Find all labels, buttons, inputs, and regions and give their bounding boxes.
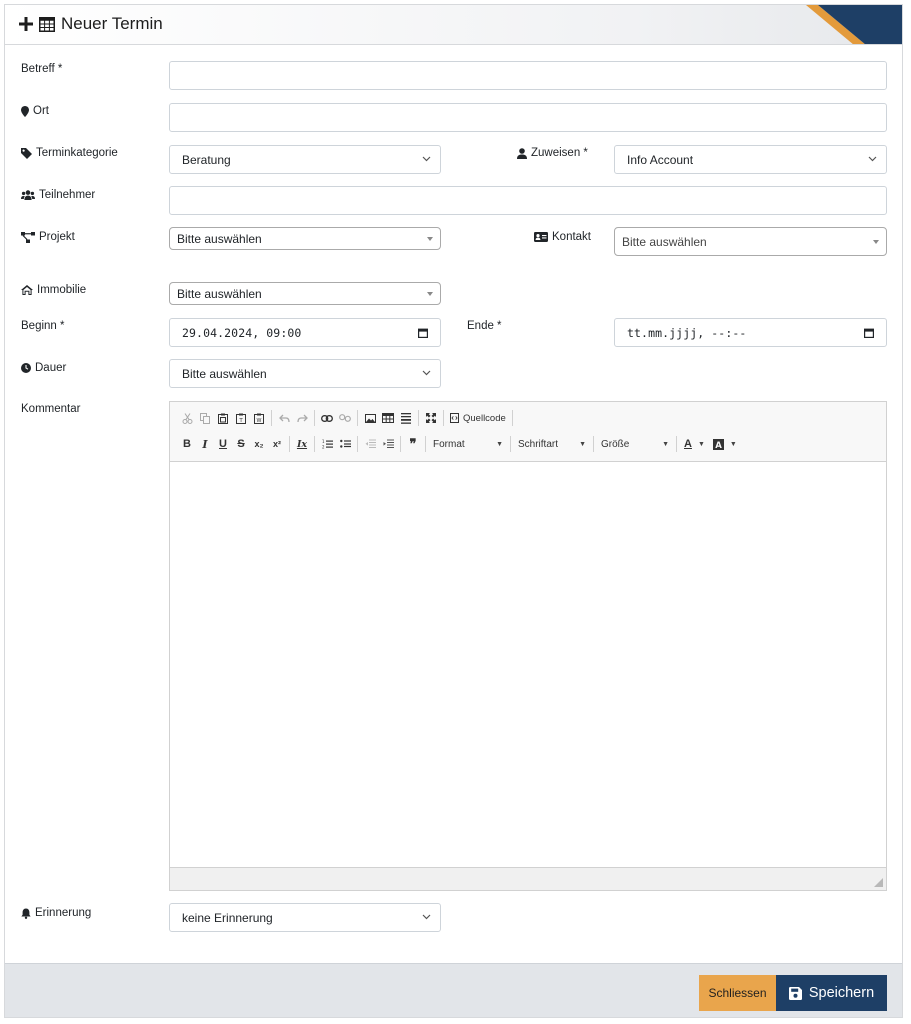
users-icon xyxy=(21,190,35,200)
kommentar-label-text: Kommentar xyxy=(21,403,81,415)
ort-label-text: Ort xyxy=(33,105,49,117)
size-dropdown[interactable] xyxy=(597,433,673,455)
underline-button[interactable]: U xyxy=(219,438,227,450)
redo-icon[interactable] xyxy=(293,407,311,429)
kontakt-select[interactable] xyxy=(614,227,887,256)
editor-toolbar-row-2 xyxy=(178,433,741,455)
kommentar-label xyxy=(21,403,80,415)
teilnehmer-label xyxy=(21,189,95,201)
projekt-value: Bitte auswählen xyxy=(177,231,262,246)
immobilie-label-text: Immobilie xyxy=(37,284,87,296)
betreff-label-text: Betreff * xyxy=(21,63,63,75)
address-card-icon xyxy=(534,232,548,242)
background-color-button[interactable] xyxy=(709,433,741,455)
toolbar-separator xyxy=(510,436,511,452)
source-button[interactable] xyxy=(447,407,509,429)
teilnehmer-input[interactable] xyxy=(169,186,887,215)
bold-button[interactable]: B xyxy=(183,438,191,450)
svg-text:W: W xyxy=(256,417,262,424)
teilnehmer-label-text: Teilnehmer xyxy=(39,189,96,201)
toolbar-separator xyxy=(512,410,513,426)
caret-down-icon xyxy=(427,237,433,241)
font-dropdown-label: Schriftart xyxy=(518,438,559,450)
maximize-icon[interactable] xyxy=(422,407,440,429)
link-icon[interactable] xyxy=(318,407,336,429)
chevron-down-icon xyxy=(422,156,431,162)
tag-icon xyxy=(21,148,32,159)
save-button[interactable] xyxy=(776,975,887,1011)
ende-label xyxy=(467,320,502,332)
blockquote-button[interactable]: ❞ xyxy=(409,436,417,451)
beginn-label-text: Beginn * xyxy=(21,320,65,332)
zuweisen-value: Info Account xyxy=(627,152,694,167)
dauer-label-text: Dauer xyxy=(35,362,67,374)
zuweisen-label xyxy=(517,147,588,159)
editor-content-area[interactable] xyxy=(170,462,886,867)
immobilie-value: Bitte auswählen xyxy=(177,286,262,301)
zuweisen-label-text: Zuweisen * xyxy=(531,147,588,159)
svg-text:1: 1 xyxy=(321,439,325,444)
save-button-label: Speichern xyxy=(808,985,875,1001)
caret-down-icon: ▼ xyxy=(697,440,705,448)
chevron-down-icon xyxy=(422,370,431,376)
svg-text:A: A xyxy=(715,440,722,450)
erinnerung-label-text: Erinnerung xyxy=(35,907,92,919)
home-icon xyxy=(21,285,33,295)
beginn-label xyxy=(21,320,64,332)
toolbar-separator xyxy=(357,436,358,452)
kontakt-label xyxy=(534,231,591,243)
calendar-table-icon xyxy=(39,17,55,32)
horizontal-line-icon[interactable] xyxy=(397,407,415,429)
save-icon xyxy=(789,987,802,1000)
project-diagram-icon xyxy=(21,232,35,243)
toolbar-separator xyxy=(443,410,444,426)
projekt-label xyxy=(21,231,75,243)
bell-icon xyxy=(21,908,31,919)
toolbar-separator xyxy=(418,410,419,426)
immobilie-select[interactable] xyxy=(169,282,441,305)
format-dropdown-label: Format xyxy=(433,438,465,450)
toolbar-separator xyxy=(357,410,358,426)
numbered-list-icon[interactable] xyxy=(318,433,336,455)
betreff-input[interactable] xyxy=(169,61,887,90)
caret-down-icon: ▼ xyxy=(729,440,737,448)
bulleted-list-icon[interactable] xyxy=(336,433,354,455)
italic-button[interactable]: I xyxy=(202,437,208,451)
dauer-label xyxy=(21,362,66,374)
plus-icon xyxy=(19,17,33,31)
toolbar-separator xyxy=(289,436,290,452)
modal-footer xyxy=(5,963,902,1017)
projekt-label-text: Projekt xyxy=(39,231,75,243)
calendar-icon[interactable] xyxy=(864,328,874,338)
erinnerung-select[interactable] xyxy=(169,903,441,932)
immobilie-label xyxy=(21,284,86,296)
zuweisen-select[interactable] xyxy=(614,145,887,174)
modal-title xyxy=(19,14,163,34)
terminkategorie-label-text: Terminkategorie xyxy=(36,147,118,159)
paste-text-icon[interactable] xyxy=(232,407,250,429)
beginn-value: 29.04.2024, 09:00 xyxy=(182,325,302,340)
kontakt-label-text: Kontakt xyxy=(552,231,591,243)
comment-rich-text-editor xyxy=(169,401,887,891)
caret-down-icon: ▼ xyxy=(579,440,586,448)
resize-handle-icon[interactable] xyxy=(874,878,883,887)
close-button[interactable] xyxy=(699,975,776,1011)
copy-icon[interactable] xyxy=(196,407,214,429)
erinnerung-label xyxy=(21,907,91,919)
betreff-label xyxy=(21,63,62,75)
toolbar-separator xyxy=(271,410,272,426)
text-color-button[interactable] xyxy=(680,433,709,455)
terminkategorie-label xyxy=(21,147,118,159)
background-color-icon xyxy=(713,439,724,450)
beginn-datetime-input[interactable] xyxy=(169,318,441,347)
editor-toolbar xyxy=(170,402,886,462)
caret-down-icon xyxy=(873,240,879,244)
size-dropdown-label: Größe xyxy=(601,438,630,450)
toolbar-separator xyxy=(676,436,677,452)
indent-icon[interactable] xyxy=(379,433,397,455)
image-icon[interactable] xyxy=(361,407,379,429)
subscript-button[interactable]: x₂ xyxy=(254,439,264,449)
ort-input[interactable] xyxy=(169,103,887,132)
editor-status-bar xyxy=(170,867,886,890)
paste-word-icon[interactable] xyxy=(250,407,268,429)
ende-value: tt.mm.jjjj, --:-- xyxy=(627,325,747,340)
text-color-icon: A xyxy=(684,438,692,450)
ende-label-text: Ende * xyxy=(467,320,502,332)
kontakt-value: Bitte auswählen xyxy=(622,234,707,249)
remove-format-button[interactable]: Ix xyxy=(296,438,308,450)
toolbar-separator xyxy=(425,436,426,452)
ort-label xyxy=(21,105,49,117)
clock-icon xyxy=(21,363,31,373)
header-corner-stripe xyxy=(806,5,902,45)
toolbar-separator xyxy=(314,436,315,452)
format-dropdown[interactable] xyxy=(429,433,507,455)
dauer-value: Bitte auswählen xyxy=(182,366,267,381)
outdent-icon[interactable] xyxy=(361,433,379,455)
new-appointment-modal xyxy=(4,4,903,1018)
erinnerung-value: keine Erinnerung xyxy=(182,910,273,925)
font-dropdown[interactable] xyxy=(514,433,590,455)
toolbar-separator xyxy=(400,436,401,452)
toolbar-separator xyxy=(593,436,594,452)
svg-text:T: T xyxy=(239,417,243,424)
modal-title-text: Neuer Termin xyxy=(61,14,163,33)
modal-header xyxy=(5,5,902,45)
terminkategorie-select[interactable] xyxy=(169,145,441,174)
chevron-down-icon xyxy=(868,156,877,162)
table-icon[interactable] xyxy=(379,407,397,429)
undo-icon[interactable] xyxy=(275,407,293,429)
svg-text:2: 2 xyxy=(321,444,325,449)
toolbar-separator xyxy=(314,410,315,426)
ende-datetime-input[interactable] xyxy=(614,318,887,347)
paste-icon[interactable] xyxy=(214,407,232,429)
projekt-select[interactable] xyxy=(169,227,441,250)
chevron-down-icon xyxy=(422,914,431,920)
map-marker-icon xyxy=(21,106,29,117)
source-icon xyxy=(450,413,459,423)
caret-down-icon: ▼ xyxy=(496,440,503,448)
caret-down-icon: ▼ xyxy=(662,440,669,448)
dauer-select[interactable] xyxy=(169,359,441,388)
calendar-icon[interactable] xyxy=(418,328,428,338)
editor-toolbar-row-1 xyxy=(178,407,516,429)
user-icon xyxy=(517,148,527,159)
caret-down-icon xyxy=(427,292,433,296)
superscript-button[interactable]: x² xyxy=(272,439,281,449)
strikethrough-button[interactable]: S xyxy=(237,438,245,450)
cut-icon[interactable] xyxy=(178,407,196,429)
close-button-label: Schliessen xyxy=(708,986,767,1000)
source-button-label: Quellcode xyxy=(463,412,506,424)
unlink-icon[interactable] xyxy=(336,407,354,429)
terminkategorie-value: Beratung xyxy=(182,152,231,167)
